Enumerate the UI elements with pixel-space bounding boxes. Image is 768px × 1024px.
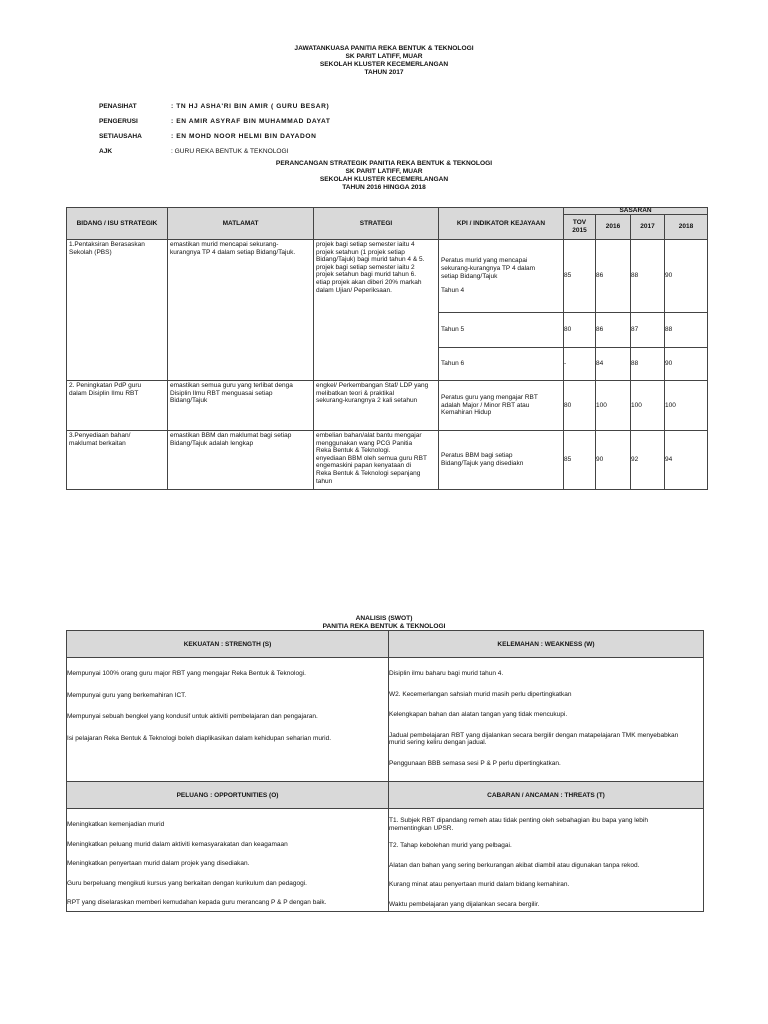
plan-title-line: SEKOLAH KLUSTER KECEMERLANGAN: [319, 176, 449, 183]
swot-header-row: [67, 631, 704, 658]
cell-line: Kemahiran Hidup: [441, 409, 492, 417]
cell-line: Tahun 6: [441, 360, 465, 368]
value-2016: 86: [596, 240, 631, 313]
swot-row: [67, 658, 704, 782]
weakness-item: Kelengkapan bahan dan alatan tangan yang tidak mencukupi.: [389, 711, 568, 719]
cell-line: setiap Bidang/Tajuk: [441, 272, 498, 280]
document-header: [0, 45, 768, 77]
opportunity-item: Guru berpeluang mengikuti kursus yang berkaitan dengan kurikulum dan pedagogi.: [67, 879, 307, 887]
cell-line: 1.Pentaksiran Berasaskan: [69, 241, 145, 248]
strength-list: [67, 658, 389, 782]
committee-name: : GURU REKA BENTUK & TEKNOLOGI: [171, 148, 289, 155]
committee-row: [99, 129, 330, 144]
opportunity-item: Meningkatkan penyertaan murid dalam projek yang disediakan.: [67, 860, 250, 868]
kpi-cell: [439, 381, 564, 431]
header-bidang: BIDANG / ISU STRATEGIK: [67, 208, 168, 240]
cell-line: Reka Bentuk & Teknologi.: [316, 447, 391, 455]
strategi-cell: [314, 240, 439, 381]
opportunity-item: RPT yang diselaraskan memberi kemudahan kepada guru merancang P & P dengan baik.: [67, 899, 327, 907]
kpi-cell: [439, 240, 564, 313]
value-2018: 88: [665, 313, 708, 348]
strength-header: KEKUATAN : STRENGTH (S): [67, 631, 389, 658]
kpi-cell: [439, 431, 564, 490]
cell-line: Bidang/Tajuk adalah lengkap: [170, 439, 254, 447]
strength-item: Mempunyai guru yang berkemahiran ICT.: [67, 691, 187, 699]
weakness-list: [389, 658, 704, 782]
cell-line: Sekolah (PBS): [69, 248, 112, 256]
swot-row: [67, 809, 704, 912]
weakness-item: Disiplin ilmu baharu bagi murid tahun 4.: [389, 670, 504, 677]
cell-line: sekurang-kurangnya TP 4 dalam: [441, 264, 536, 272]
plan-title-line: PERANCANGAN STRATEGIK PANITIA REKA BENTUK & TEKNOLOGI: [275, 160, 493, 167]
committee-row: [99, 144, 330, 159]
threat-item: [389, 817, 703, 832]
cell-line: Peratus guru yang mengajar RBT: [441, 394, 538, 402]
value-2016: 90: [596, 431, 631, 490]
cell-line: Bidang/Tajuk) bagi murid tahun 4 & 5.: [316, 256, 425, 264]
swot-table: [66, 630, 704, 912]
cell-line: maklumat berkaitan: [69, 439, 126, 447]
value-2016: 86: [596, 313, 631, 348]
kpi-cell: [439, 313, 564, 348]
value-2018: 94: [665, 431, 708, 490]
tov-value: -: [564, 348, 596, 381]
value-2017: 100: [631, 381, 665, 431]
kpi-cell: [439, 348, 564, 381]
opportunity-list: [67, 809, 389, 912]
header-2018: 2018: [665, 215, 708, 240]
matlamat-cell: [168, 431, 314, 490]
threat-item: Kurang minat atau penyertaan murid dalam bidang kemahiran.: [389, 881, 570, 889]
value-2018: 100: [665, 381, 708, 431]
table-row: [67, 240, 708, 313]
cell-line: kurangnya TP 4 dalam setiap Bidang/Tajuk.: [170, 248, 296, 256]
table-row: [67, 381, 708, 431]
cell-line: tahun: [316, 477, 333, 485]
cell-line: projek bagi setiap semester iaitu 2: [316, 263, 415, 271]
tov-value: 80: [564, 313, 596, 348]
strength-item: Isi pelajaran Reka Bentuk & Teknologi boleh diaplikasikan dalam kehidupan seharian murid.: [67, 734, 332, 742]
threat-item-line: mementingkan UPSR.: [389, 824, 454, 832]
weakness-item: [389, 732, 703, 747]
tov-value: 80: [564, 381, 596, 431]
committee-name: : EN MOHD NOOR HELMI BIN DAYADON: [171, 133, 317, 140]
cell-line: Peratus murid yang mencapai: [441, 257, 528, 265]
cell-line: embelian bahan/alat bantu mengajar: [316, 432, 422, 439]
cell-line: Bidang/Tajuk: [170, 397, 208, 405]
weakness-item: Penggunaan BBB semasa sesi P & P perlu dipertingkatkan.: [389, 759, 561, 767]
value-2017: 88: [631, 240, 665, 313]
strategi-cell: [314, 431, 439, 490]
header-2016: 2016: [596, 215, 631, 240]
tov-value: 85: [564, 431, 596, 490]
value-2017: 88: [631, 348, 665, 381]
threat-item: T2. Tahap kebolehan murid yang pelbagai.: [389, 842, 512, 850]
cell-line: emastikan murid mencapai sekurang-: [170, 241, 279, 248]
committee-role: PENASIHAT: [99, 103, 137, 110]
cell-line: emastikan semua guru yang terlibat denga: [170, 382, 293, 389]
value-2017: 92: [631, 431, 665, 490]
threat-item: Alatan dan bahan yang sering berkurangan akibat diambil atau digunakan tanpa rekod.: [389, 861, 640, 869]
cell-line: Tahun 4: [441, 287, 465, 295]
header-line: JAWATANKUASA PANITIA REKA BENTUK & TEKNOLOGI: [294, 45, 474, 52]
cell-line: Bidang/Tajuk yang disediakn: [441, 460, 524, 467]
cell-line: 3.Penyediaan bahan/: [69, 432, 131, 439]
header-strategi: STRATEGI: [314, 208, 439, 240]
swot-title-line: ANALISIS (SWOT): [355, 615, 413, 622]
cell-line: Disiplin Ilmu RBT menguasai setiap: [170, 389, 273, 397]
cell-line: projek setahun (1 projek setiap: [316, 248, 405, 256]
header-2017: 2017: [631, 215, 665, 240]
committee-role: AJK: [99, 148, 113, 155]
strength-item: Mempunyai sebuah bengkel yang kondusif untuk aktiviti pembelajaran dan pengajaran.: [67, 713, 318, 721]
header-line: TAHUN 2017: [364, 69, 404, 76]
cell-line: 2. Peningkatan PdP guru: [69, 382, 142, 389]
cell-line: melibatkan teori & praktikal: [316, 389, 395, 397]
cell-line: projek bagi setiap semester iaitu 4: [316, 241, 415, 248]
cell-line: dalam Disiplin Ilmu RBT: [69, 389, 139, 397]
swot-header-row: [67, 782, 704, 809]
weakness-item-line: Jadual pembelajaran RBT yang dijalankan secara bergilir dengan matapelajaran TMK menyebabkan: [389, 731, 679, 739]
strength-item: Mempunyai 100% orang guru major RBT yang mengajar Reka Bentuk & Teknologi.: [67, 670, 306, 677]
value-2016: 84: [596, 348, 631, 381]
tov-value: 85: [564, 240, 596, 313]
strategi-cell: [314, 381, 439, 431]
plan-title-line: SK PARIT LATIFF, MUAR: [345, 168, 423, 175]
bidang-cell: [67, 240, 168, 381]
header-line: SEKOLAH KLUSTER KECEMERLANGAN: [319, 61, 449, 68]
header-matlamat: MATLAMAT: [168, 208, 314, 240]
header-sasaran: SASARAN: [564, 208, 708, 215]
opportunity-item: Meningkatkan peluang murid dalam aktiviti kemasyarakatan dan keagamaan: [67, 840, 288, 848]
value-2017: 87: [631, 313, 665, 348]
weakness-item-line: murid sering keliru dengan jadual.: [389, 739, 487, 747]
cell-line: adalah Major / Minor RBT atau: [441, 401, 530, 409]
cell-line: Reka Bentuk & Teknologi sepanjang: [316, 469, 421, 477]
table-row: [67, 431, 708, 490]
plan-title-line: TAHUN 2016 HINGGA 2018: [342, 184, 426, 191]
committee-role: SETIAUSAHA: [99, 133, 142, 140]
committee-row: [99, 114, 330, 129]
swot-title: [0, 615, 768, 631]
committee-name: : EN AMIR ASYRAF BIN MUHAMMAD DAYAT: [171, 118, 331, 125]
committee-list: [99, 99, 330, 159]
weakness-item: W2. Kecemerlangan sahsiah murid masih perlu dipertingkatkan: [389, 690, 572, 698]
committee-role: PENGERUSI: [99, 118, 138, 125]
bidang-cell: [67, 381, 168, 431]
header-line: SK PARIT LATIFF, MUAR: [345, 53, 423, 60]
weakness-header: KELEMAHAN : WEAKNESS (W): [389, 631, 704, 658]
committee-row: [99, 99, 330, 114]
cell-line: emastikan BBM dan maklumat bagi setiap: [170, 432, 292, 439]
bidang-cell: [67, 431, 168, 490]
value-2018: 90: [665, 348, 708, 381]
threat-header: CABARAN / ANCAMAN : THREATS (T): [389, 782, 704, 809]
cell-line: menggunakan wang PCG Panitia: [316, 439, 413, 447]
cell-line: Peratus BBM bagi setiap: [441, 452, 513, 460]
matlamat-cell: [168, 240, 314, 381]
value-2016: 100: [596, 381, 631, 431]
strategic-plan-table: [66, 207, 708, 490]
threat-item-line: T1. Subjek RBT dipandang remeh atau tidak penting oleh sebahagian ibu bapa yang lebih: [389, 817, 648, 824]
cell-line: dalam Ujian/ Peperiksaan.: [316, 286, 392, 294]
cell-line: Tahun 5: [441, 326, 465, 334]
table-header-row: [67, 208, 708, 215]
matlamat-cell: [168, 381, 314, 431]
plan-title: [0, 160, 768, 192]
value-2018: 90: [665, 240, 708, 313]
cell-line: engkel/ Perkembangan Staf/ LDP yang: [316, 382, 429, 389]
header-tov-label: TOV 2015: [572, 219, 587, 234]
committee-name: : TN HJ ASHA'RI BIN AMIR ( GURU BESAR): [171, 103, 330, 110]
cell-line: engemaskini papan kenyataan di: [316, 462, 412, 470]
opportunity-item: Meningkatkan kemenjadian murid: [67, 821, 165, 828]
cell-line: sekurang-kurangnya 2 kali setahun: [316, 397, 418, 405]
opportunity-header: PELUANG : OPPORTUNITIES (O): [67, 782, 389, 809]
cell-line: enyediaan BBM oleh semua guru RBT: [316, 454, 427, 462]
swot-title-line: PANITIA REKA BENTUK & TEKNOLOGI: [322, 623, 446, 630]
threat-item: Waktu pembelajaran yang dijalankan secara bergilir.: [389, 900, 540, 908]
cell-line: etiap projek akan diberi 20% markah: [316, 278, 422, 286]
header-kpi: KPI / INDIKATOR KEJAYAAN: [439, 208, 564, 240]
cell-line: projek setahun bagi murid tahun 6.: [316, 271, 417, 279]
header-tov: [564, 215, 596, 240]
threat-list: [389, 809, 704, 912]
